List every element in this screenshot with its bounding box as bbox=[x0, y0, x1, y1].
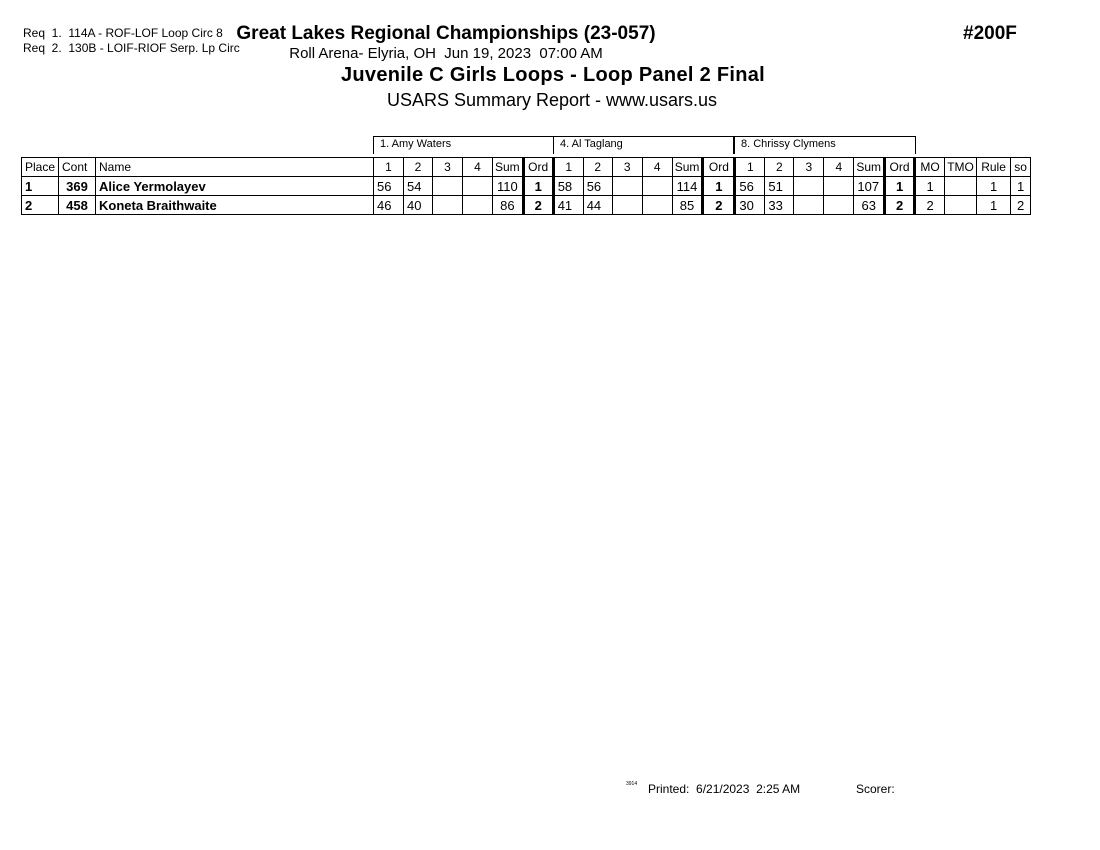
row-j3-score4 bbox=[824, 177, 854, 196]
col-tmo: TMO bbox=[945, 158, 977, 177]
table-row bbox=[22, 196, 1031, 215]
row-so: 1 bbox=[1011, 177, 1031, 196]
column-header-row bbox=[22, 158, 1031, 177]
requirement-1: Req 1. 114A - ROF-LOF Loop Circ 8 bbox=[23, 26, 223, 40]
event-title: Juvenile C Girls Loops - Loop Panel 2 Final bbox=[340, 64, 766, 86]
row-j1-score2: 40 bbox=[404, 196, 433, 215]
row-rule: 1 bbox=[977, 196, 1011, 215]
judge-2-header: 4. Al Taglang bbox=[553, 136, 734, 154]
col-j3-fig1: 1 bbox=[735, 158, 765, 177]
row-cont: 369 bbox=[59, 177, 96, 196]
col-j2-sum: Sum bbox=[672, 158, 703, 177]
requirement-2: Req 2. 130B - LOIF-RIOF Serp. Lp Circ bbox=[23, 41, 240, 55]
printed-timestamp: Printed: 6/21/2023 2:25 AM bbox=[648, 782, 801, 796]
col-j3-fig2: 2 bbox=[765, 158, 794, 177]
row-j2-score2: 56 bbox=[583, 177, 612, 196]
col-name: Name bbox=[96, 158, 374, 177]
judge-3-header: 8. Chrissy Clymens bbox=[734, 136, 916, 154]
venue-line: Roll Arena- Elyria, OH Jun 19, 2023 07:00 AM bbox=[289, 45, 603, 62]
row-j1-score3 bbox=[433, 196, 463, 215]
row-j3-score1: 30 bbox=[735, 196, 765, 215]
row-j3-score2: 51 bbox=[765, 177, 794, 196]
row-j3-score4 bbox=[824, 196, 854, 215]
col-j1-fig1: 1 bbox=[374, 158, 404, 177]
row-j1-ord: 2 bbox=[523, 196, 553, 215]
col-j2-ord: Ord bbox=[703, 158, 735, 177]
row-j3-ord: 1 bbox=[885, 177, 915, 196]
col-so: so bbox=[1011, 158, 1031, 177]
row-j1-score3 bbox=[433, 177, 463, 196]
col-j1-fig2: 2 bbox=[404, 158, 433, 177]
col-rule: Rule bbox=[977, 158, 1011, 177]
col-mo: MO bbox=[915, 158, 945, 177]
col-j1-sum: Sum bbox=[493, 158, 524, 177]
row-tmo bbox=[945, 196, 977, 215]
row-j2-sum: 114 bbox=[672, 177, 703, 196]
row-j2-score1: 58 bbox=[553, 177, 583, 196]
row-j3-score3 bbox=[794, 196, 824, 215]
col-place: Place bbox=[22, 158, 59, 177]
event-number: #200F bbox=[963, 23, 1017, 44]
col-j3-fig4: 4 bbox=[824, 158, 854, 177]
software-version: 3914 bbox=[626, 781, 638, 787]
row-j1-score1: 46 bbox=[374, 196, 404, 215]
report-line: USARS Summary Report - www.usars.us bbox=[386, 90, 718, 110]
row-j2-ord: 1 bbox=[703, 177, 735, 196]
row-skater-name: Koneta Braithwaite bbox=[96, 196, 374, 215]
col-j2-fig3: 3 bbox=[612, 158, 642, 177]
row-cont: 458 bbox=[59, 196, 96, 215]
row-j2-score1: 41 bbox=[553, 196, 583, 215]
row-j1-sum: 86 bbox=[493, 196, 524, 215]
col-j2-fig1: 1 bbox=[553, 158, 583, 177]
col-j2-fig4: 4 bbox=[642, 158, 672, 177]
row-mo: 1 bbox=[915, 177, 945, 196]
row-j1-score2: 54 bbox=[404, 177, 433, 196]
col-j1-fig3: 3 bbox=[433, 158, 463, 177]
col-j2-fig2: 2 bbox=[583, 158, 612, 177]
row-place: 1 bbox=[22, 177, 59, 196]
row-j1-score1: 56 bbox=[374, 177, 404, 196]
row-j1-sum: 110 bbox=[493, 177, 524, 196]
col-j1-fig4: 4 bbox=[463, 158, 493, 177]
row-tmo bbox=[945, 177, 977, 196]
col-j3-fig3: 3 bbox=[794, 158, 824, 177]
results-table bbox=[21, 157, 1031, 215]
row-j1-score4 bbox=[463, 177, 493, 196]
row-rule: 1 bbox=[977, 177, 1011, 196]
col-j1-ord: Ord bbox=[523, 158, 553, 177]
competition-title: Great Lakes Regional Championships (23-057) bbox=[236, 23, 656, 44]
row-j3-ord: 2 bbox=[885, 196, 915, 215]
row-j2-score2: 44 bbox=[583, 196, 612, 215]
row-j3-sum: 107 bbox=[854, 177, 885, 196]
row-j2-ord: 2 bbox=[703, 196, 735, 215]
row-j3-score1: 56 bbox=[735, 177, 765, 196]
row-j1-score4 bbox=[463, 196, 493, 215]
row-j3-score2: 33 bbox=[765, 196, 794, 215]
row-j2-score3 bbox=[612, 177, 642, 196]
row-j2-score4 bbox=[642, 196, 672, 215]
table-row bbox=[22, 177, 1031, 196]
row-j3-score3 bbox=[794, 177, 824, 196]
col-j3-sum: Sum bbox=[854, 158, 885, 177]
row-place: 2 bbox=[22, 196, 59, 215]
col-cont: Cont bbox=[59, 158, 96, 177]
row-skater-name: Alice Yermolayev bbox=[96, 177, 374, 196]
row-mo: 2 bbox=[915, 196, 945, 215]
col-j3-ord: Ord bbox=[885, 158, 915, 177]
row-j2-score4 bbox=[642, 177, 672, 196]
scorer-label: Scorer: bbox=[856, 782, 895, 796]
row-j2-score3 bbox=[612, 196, 642, 215]
row-so: 2 bbox=[1011, 196, 1031, 215]
row-j3-sum: 63 bbox=[854, 196, 885, 215]
row-j1-ord: 1 bbox=[523, 177, 553, 196]
judge-1-header: 1. Amy Waters bbox=[373, 136, 554, 154]
row-j2-sum: 85 bbox=[672, 196, 703, 215]
